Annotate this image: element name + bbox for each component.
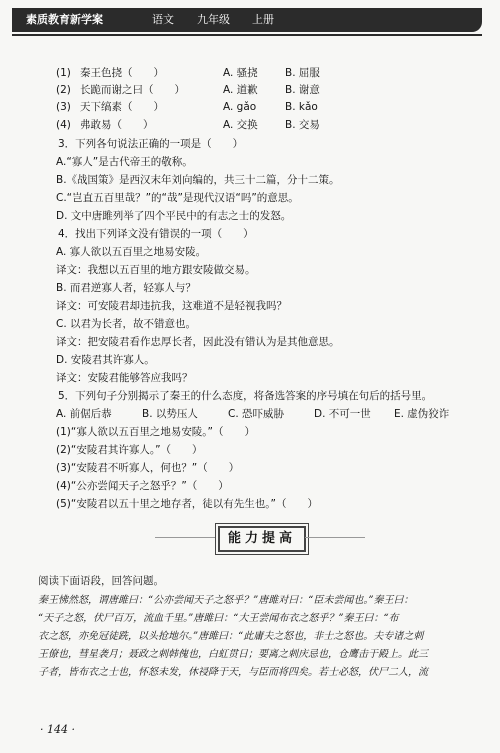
- q5-choice-c: C. 恐吓威胁: [228, 408, 285, 420]
- banner-rule-left: [155, 537, 215, 538]
- reading-passage-line-2: “天子之怒，伏尸百万，流血千里。”唐雎曰：“大王尝闻布衣之怒乎？”秦王曰：“布: [38, 613, 399, 624]
- q5-choice-e: E. 虚伪狡诈: [394, 408, 450, 420]
- book-title: 素质教育新学案: [26, 13, 103, 26]
- q3-option-d: D. 文中唐雎列举了四个平民中的有志之士的发怒。: [56, 210, 292, 222]
- q2-item-1-b: B. 屈服: [285, 67, 320, 79]
- reading-passage-line-4: 王僚也，彗星袭月；聂政之刺韩傀也，白虹贯日；要离之刺庆忌也，仓鹰击于殿上。此三: [38, 649, 428, 660]
- reading-intro: 阅读下面语段，回答问题。: [38, 575, 164, 587]
- q2-item-3-b: B. kǎo: [285, 101, 318, 113]
- q4-line-3: B. 而君逆寡人者，轻寡人与？: [56, 282, 196, 294]
- section-title: 能力提高: [218, 526, 306, 552]
- reading-passage-line-3: 衣之怒，亦免冠徒跣，以头抢地尔。”唐雎曰：“此庸夫之怒也，非士之怒也。夫专诸之刺: [38, 631, 424, 642]
- q2-item-1-num: (1): [56, 67, 71, 79]
- q2-item-2-text: 长跪而谢之曰（ ）: [80, 84, 185, 96]
- q2-item-2-a: A. 道歉: [223, 84, 258, 96]
- q4-line-7: D. 安陵君其许寡人。: [56, 354, 155, 366]
- q3-option-c: C.“岂直五百里哉？”的“哉”是现代汉语“吗”的意思。: [56, 192, 299, 204]
- q5-item-4: (4)“公亦尝闻天子之怒乎？”（ ）: [56, 480, 229, 492]
- q2-item-3-num: (3): [56, 101, 71, 113]
- q4-line-6: 译文：把安陵君看作忠厚长者，因此没有错认为是其他意思。: [56, 336, 340, 348]
- page-header: [12, 8, 482, 32]
- q5-item-5: (5)“安陵君以五十里之地存者，徒以有先生也。”（ ）: [56, 498, 319, 510]
- q2-item-2-b: B. 谢意: [285, 84, 320, 96]
- header-grade: 九年级: [197, 13, 230, 26]
- q5-stem: 5．下列句子分别揭示了秦王的什么态度，将备选答案的序号填在句后的括号里。: [58, 390, 433, 402]
- q2-item-3-text: 天下缟素（ ）: [80, 101, 164, 113]
- q5-choice-d: D. 不可一世: [314, 408, 371, 420]
- q2-item-1-text: 秦王色挠（ ）: [80, 67, 164, 79]
- q3-option-b: B.《战国策》是西汉末年刘向编的，共三十二篇，分十二策。: [56, 174, 340, 186]
- q4-line-4: 译文：可安陵君却违抗我，这难道不是轻视我吗？: [56, 300, 287, 312]
- header-rule: [12, 34, 482, 36]
- q5-item-3: (3)“安陵君不听寡人，何也？”（ ）: [56, 462, 240, 474]
- q5-choice-b: B. 以势压人: [142, 408, 198, 420]
- header-volume: 上册: [252, 13, 274, 26]
- q4-line-8: 译文：安陵君能够答应我吗？: [56, 372, 193, 384]
- reading-passage-line-1: 秦王怫然怒，谓唐雎曰：“公亦尝闻天子之怒乎？”唐雎对曰：“臣未尝闻也。”秦王曰：: [38, 595, 414, 606]
- q2-item-1-a: A. 骚挠: [223, 67, 258, 79]
- q2-item-3-a: A. gǎo: [223, 101, 257, 113]
- q2-item-4-text: 弗敢易（ ）: [80, 119, 154, 131]
- q3-option-a: A.“寡人”是古代帝王的敬称。: [56, 156, 193, 168]
- q2-item-4-b: B. 交易: [285, 119, 320, 131]
- q5-choice-a: A. 前倨后恭: [56, 408, 112, 420]
- q4-line-5: C. 以君为长者，故不错意也。: [56, 318, 197, 330]
- header-subject: 语文: [152, 13, 174, 26]
- q2-item-2-num: (2): [56, 84, 71, 96]
- q4-line-1: A. 寡人欲以五百里之地易安陵。: [56, 246, 207, 258]
- page-number: · 144 ·: [40, 723, 75, 736]
- q3-stem: 3．下列各句说法正确的一项是（ ）: [58, 138, 244, 150]
- q4-line-2: 译文：我想以五百里的地方跟安陵做交易。: [56, 264, 256, 276]
- q5-item-1: (1)“寡人欲以五百里之地易安陵。”（ ）: [56, 426, 256, 438]
- q2-item-4-num: (4): [56, 119, 71, 131]
- q2-item-4-a: A. 交换: [223, 119, 258, 131]
- banner-rule-right: [305, 537, 365, 538]
- q4-stem: 4．找出下列译文没有错误的一项（ ）: [58, 228, 254, 240]
- reading-passage-line-5: 子者，皆布衣之士也，怀怒未发，休祲降于天，与臣而将四矣。若士必怒，伏尸二人，流: [38, 667, 428, 678]
- q5-item-2: (2)“安陵君其许寡人。”（ ）: [56, 444, 203, 456]
